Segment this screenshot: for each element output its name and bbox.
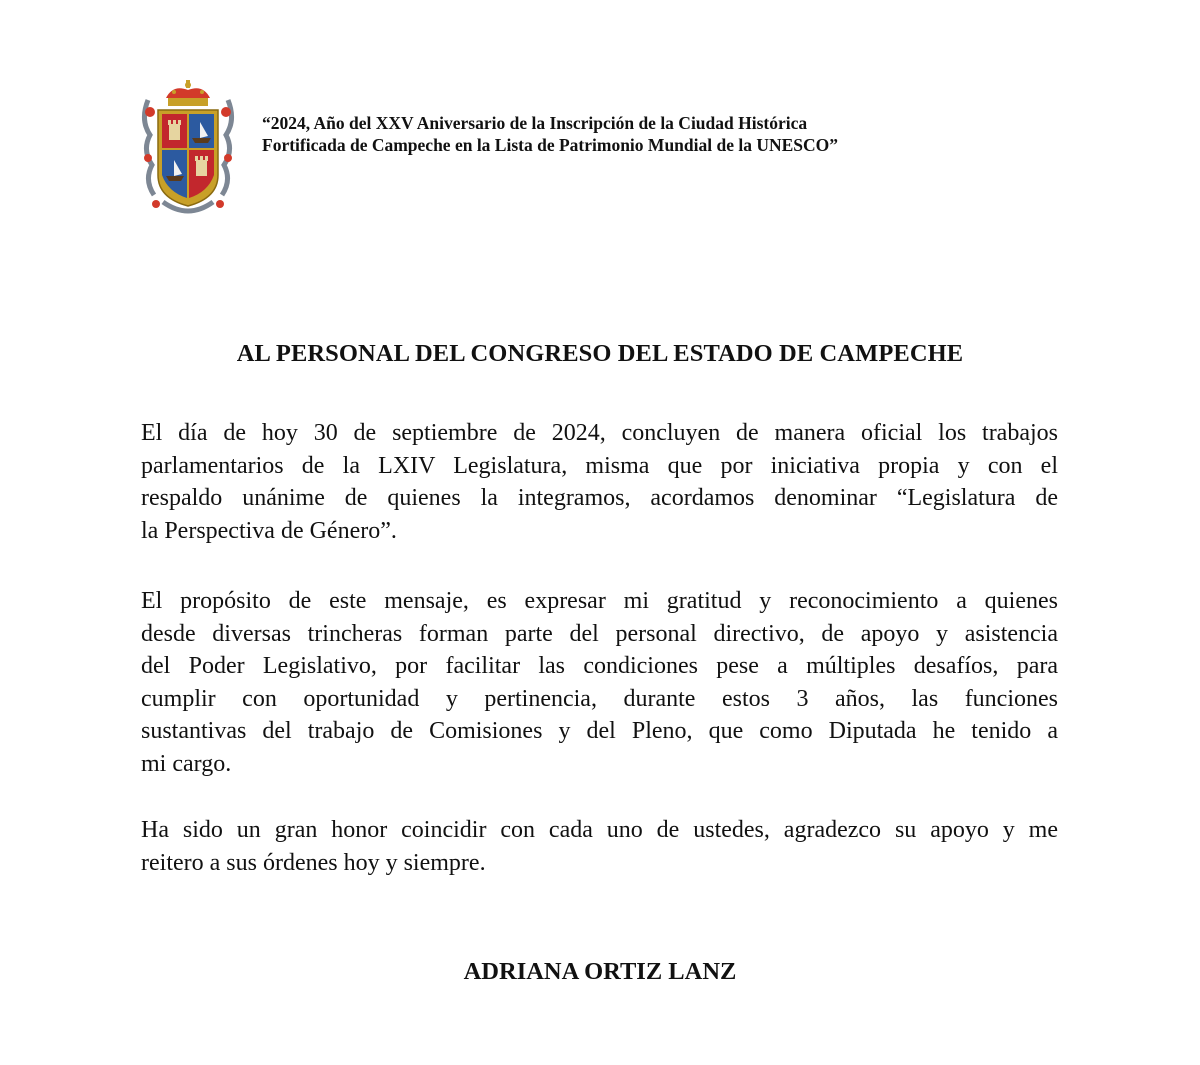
paragraph-3 [141,814,1058,879]
motto-line-1: “2024, Año del XXV Aniversario de la Inscripción de la Ciudad Histórica [262,113,808,133]
paragraph-2 [141,585,1058,781]
paragraph-line: parlamentarios de la LXIV Legislatura, misma que por iniciativa propia y con el [141,452,1058,479]
paragraph-line: Ha sido un gran honor coincidir con cada uno de ustedes, agradezco su apoyo y me [141,817,1058,843]
campeche-coat-of-arms-icon [138,80,238,220]
paragraph-line: cumplir con oportunidad y pertinencia, durante estos 3 años, las funciones [141,685,1058,712]
paragraph-1 [141,417,1058,547]
paragraph-line: reitero a sus órdenes hoy y siempre. [141,849,486,876]
motto-line-2: Fortificada de Campeche en la Lista de Patrimonio Mundial de la UNESCO” [262,135,839,155]
document-heading: AL PERSONAL DEL CONGRESO DEL ESTADO DE CAMPECHE [236,340,964,367]
paragraph-line: sustantivas del trabajo de Comisiones y del Pleno, que como Diputada he tenido a [141,718,1058,745]
signature-name: ADRIANA ORTIZ LANZ [463,958,737,985]
paragraph-line: mi cargo. [141,750,232,777]
paragraph-line: la Perspectiva de Género”. [141,517,397,544]
document-header [138,80,1038,220]
crown-icon [166,80,210,106]
paragraph-line: El día de hoy 30 de septiembre de 2024, concluyen de manera oficial los trabajos [141,420,1058,446]
paragraph-line: del Poder Legislativo, por facilitar las condiciones pese a múltiples desafíos, para [141,653,1058,680]
paragraph-line: El propósito de este mensaje, es expresar mi gratitud y reconocimiento a quienes [141,588,1058,614]
commemorative-motto [262,112,962,156]
paragraph-line: desde diversas trincheras forman parte del personal directivo, de apoyo y asistencia [141,620,1058,647]
paragraph-line: respaldo unánime de quienes la integramos, acordamos denominar “Legislatura de [141,485,1058,512]
